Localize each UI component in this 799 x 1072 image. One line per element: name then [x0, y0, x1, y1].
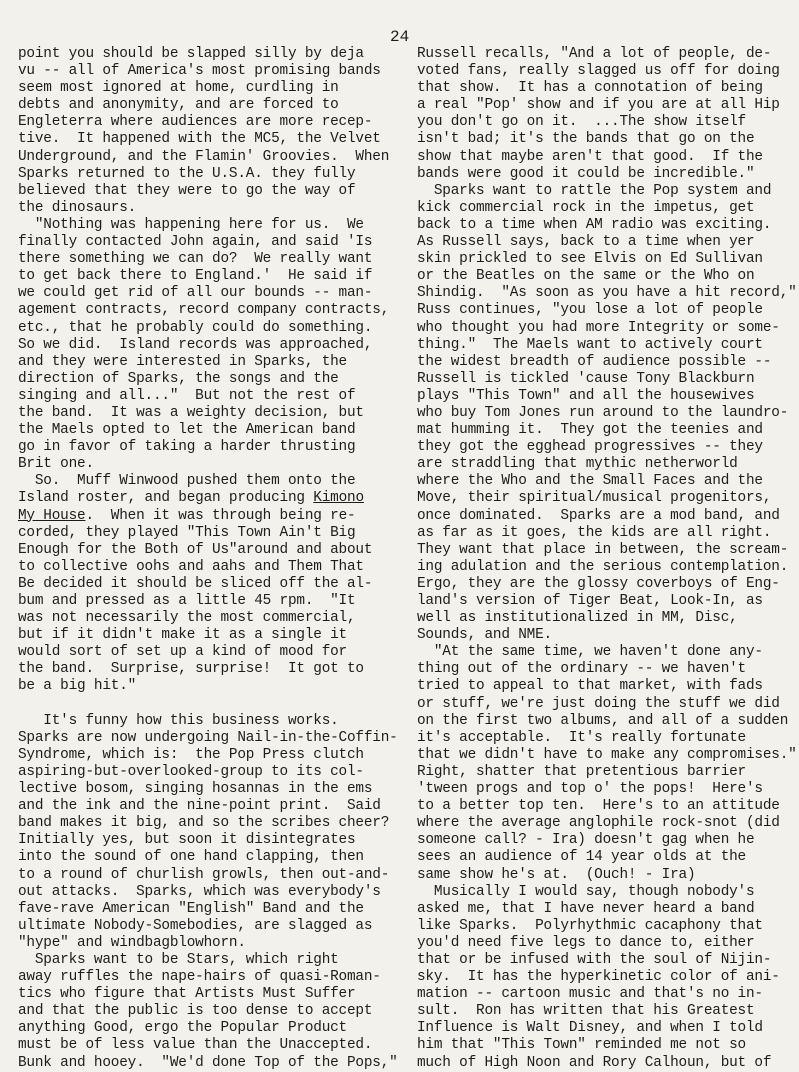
text-line: him that "This Town" reminded me not so [417, 1037, 746, 1054]
text-line: point you should be slapped silly by deja [18, 46, 364, 62]
text-line: bands were good it could be incredible." [417, 165, 755, 182]
text-line: band makes it big, and so the scribes cheer? [18, 815, 390, 832]
text-line: the widest breadth of audience possible -- [417, 353, 772, 370]
text-line: etc., that he probably could do something. [18, 319, 373, 336]
text-line: Right, shatter that pretentious barrier [417, 763, 746, 780]
text-line: same show he's at. (Ouch! - Ira) [417, 866, 696, 883]
text-line: Shindig. "As soon as you have a hit record," [417, 285, 797, 302]
text-line: you don't go on it. ...The show itself [417, 114, 746, 131]
text-line [18, 696, 388, 713]
text-line: who buy Tom Jones run around to the laundro- [417, 404, 789, 421]
text-line: So. Muff Winwood pushed them onto the [18, 473, 356, 490]
text-line: must be of less value than the Unaccepted. [18, 1037, 373, 1054]
text-line: My House. When it was through being re- [18, 507, 356, 524]
text-line: into the sound of one hand clapping, then [18, 849, 364, 866]
text-line: voted fans, really slagged us off for doing [417, 63, 780, 80]
text-line: Syndrome, which is: the Pop Press clutch [18, 746, 364, 763]
text-line: tried to appeal to that market, with fads [417, 678, 763, 695]
text-line: Russell is tickled 'cause Tony Blackburn [417, 370, 755, 387]
text-line: tics who figure that Artists Must Suffer [18, 986, 356, 1003]
text-line: out attacks. Sparks, which was everybody's [18, 883, 381, 900]
text-line: anything Good, ergo the Popular Product [18, 1020, 347, 1037]
text-line: and they were interested in Sparks, the [18, 353, 347, 370]
text-line: that or be infused with the soul of Nijin- [417, 951, 772, 968]
text-line: that we didn't have to make any compromises." [417, 746, 797, 763]
book-title-underlined: Kimono [313, 490, 364, 507]
left-column [18, 46, 398, 1072]
text-line: much of High Noon and Rory Calhoun, but of [417, 1054, 772, 1071]
text-line: there something we can do? We really want [18, 251, 373, 268]
text-line: aspiring-but-overlooked-group to its col- [18, 763, 364, 780]
text-line: It's funny how this business works. [18, 712, 339, 729]
text-line: seem most ignored at home, curdling in [18, 80, 339, 97]
text-line: singing and all..." But not the rest of [18, 387, 356, 404]
text-line: Underground, and the Flamin' Groovies. When [18, 148, 390, 165]
text-line: 'tween progs and top o' the pops! Here's [417, 781, 763, 798]
text-line: where the average anglophile rock-snot (did [417, 815, 780, 832]
text-line: the Maels opted to let the American band [18, 422, 356, 439]
text-line: that show. It has a connotation of being [417, 80, 763, 97]
text-line: agement contracts, record company contracts, [18, 302, 390, 319]
text-line: to a round of churlish growls, then out-and- [18, 866, 390, 883]
text-line: ultimate Nobody-Somebodies, are slagged as [18, 917, 373, 934]
text-line: Bunk and hooey. "We'd done Top of the Pops," [18, 1054, 398, 1071]
text-line: but if it didn't make it as a single it [18, 627, 347, 644]
text-line: fave-rave American "English" Band and the [18, 900, 364, 917]
text-line: to get back there to England.' He said if [18, 268, 373, 285]
text-line: Sparks want to rattle the Pop system and [417, 182, 772, 199]
text-line: isn't bad; it's the bands that go on the [417, 131, 755, 148]
text-line: was not necessarily the most commercial, [18, 610, 356, 627]
text-line: once dominated. Sparks are a mod band, and [417, 507, 780, 524]
text-line: tive. It happened with the MC5, the Velvet [18, 131, 381, 148]
text-line: are straddling that mythic netherworld [417, 456, 738, 473]
text-line: Russ continues, "you lose a lot of people [417, 302, 763, 319]
text-line: Enough for the Both of Us"around and about [18, 541, 373, 558]
text-line: bum and pressed as a little 45 rpm. "It [18, 593, 356, 609]
text-line: Brit one. [18, 456, 94, 473]
text-line: debts and anonymity, and are forced to [18, 97, 339, 114]
book-title-underlined: My House [18, 507, 86, 524]
text-line: Be decided it should be sliced off the al- [18, 575, 373, 592]
text-line: ing adulation and the serious contemplation. [417, 558, 789, 575]
text-line: Engleterra where audiences are more recep- [18, 114, 373, 131]
text-line: mat humming it. They got the teenies and [417, 422, 763, 439]
text-line: would sort of set up a kind of mood for [18, 644, 347, 661]
text-line: who thought you had more Integrity or some- [417, 319, 780, 336]
text-line: lective bosom, singing hosannas in the ems [18, 781, 373, 798]
text-line: as far as it goes, the kids are all right. [417, 524, 772, 541]
text-line: "hype" and windbagblowhorn. [18, 934, 246, 951]
text-line: back to a time when AM radio was exciting. [417, 216, 772, 233]
text-line: we could get rid of all our bounds -- man- [18, 285, 373, 302]
text-line: the dinosaurs. [18, 199, 137, 216]
text-line: Russell recalls, "And a lot of people, de- [417, 46, 772, 62]
text-line: sees an audience of 14 year olds at the [417, 849, 746, 866]
text-line: Musically I would say, though nobody's [417, 883, 755, 900]
text-line: the band. It was a weighty decision, but [18, 404, 364, 421]
text-line: to collective oohs and aahs and Them That [18, 558, 364, 575]
text-line: believed that they were to go the way of [18, 182, 356, 199]
text-line: Move, their spiritual/musical progenitors, [417, 490, 772, 507]
text-line: where the Who and the Small Faces and the [417, 473, 763, 490]
text-line: land's version of Tiger Beat, Look-In, as [417, 593, 763, 609]
text-line: to a better top ten. Here's to an attitude [417, 798, 780, 815]
text-line: thing." The Maels want to actively court [417, 336, 763, 353]
page-number: 24 [390, 28, 410, 46]
text-line: Influence is Walt Disney, and when I told [417, 1020, 763, 1037]
text-line: be a big hit." [18, 678, 137, 695]
text-line: corded, they played "This Town Ain't Big [18, 524, 356, 541]
text-line: finally contacted John again, and said 'Is [18, 234, 373, 251]
text-line: As Russell says, back to a time when yer [417, 234, 755, 251]
text-line: Island roster, and began producing Kimono [18, 490, 364, 507]
text-line: or the Beatles on the same or the Who on [417, 268, 755, 285]
text-line: direction of Sparks, the songs and the [18, 370, 339, 387]
text-line: and that the public is too dense to accept [18, 1003, 373, 1020]
text-line: on the first two albums, and all of a sudden [417, 712, 789, 729]
text-line: plays "This Town" and all the housewives [417, 387, 755, 404]
text-line: the band. Surprise, surprise! It got to [18, 661, 364, 678]
text-line: well as institutionalized in MM, Disc, [417, 610, 738, 627]
text-line: someone call? - Ira) doesn't gag when he [417, 832, 755, 849]
text-line: Ergo, they are the glossy coverboys of Eng- [417, 575, 780, 592]
text-line: "Nothing was happening here for us. We [18, 216, 364, 233]
text-line: They want that place in between, the scream- [417, 541, 789, 558]
text-line: Initially yes, but soon it disintegrates [18, 832, 356, 849]
text-line: sky. It has the hyperkinetic color of ani- [417, 969, 780, 986]
text-line: like Sparks. Polyrhythmic cacaphony that [417, 917, 763, 934]
text-line: "At the same time, we haven't done any- [417, 644, 763, 661]
text-line: or stuff, we're just doing the stuff we did [417, 695, 780, 712]
text-line: go in favor of taking a harder thrusting [18, 439, 356, 456]
text-line: and the ink and the nine-point print. Said [18, 798, 381, 815]
text-line: away ruffles the nape-hairs of quasi-Roman- [18, 969, 381, 986]
text-line: skin prickled to see Elvis on Ed Sullivan [417, 251, 763, 268]
text-line: Sparks are now undergoing Nail-in-the-Coffin- [18, 729, 398, 746]
text-line: show that maybe aren't that good. If the [417, 148, 763, 165]
text-line: it's acceptable. It's really fortunate [417, 729, 746, 746]
text-line: a real "Pop' show and if you are at all Hip [417, 97, 780, 114]
text-line: Sparks want to be Stars, which right [18, 951, 339, 968]
text-line: kick commercial rock in the impetus, get [417, 199, 755, 216]
text-line: So we did. Island records was approached, [18, 336, 373, 353]
text-line: thing out of the ordinary -- we haven't [417, 661, 746, 678]
text-line: they got the egghead progressives -- they [417, 439, 763, 456]
text-line: Sounds, and NME. [417, 627, 552, 644]
right-column [417, 46, 797, 1072]
text-line: vu -- all of America's most promising bands [18, 63, 381, 80]
text-line: sult. Ron has written that his Greatest [417, 1003, 755, 1020]
text-line: Sparks returned to the U.S.A. they fully [18, 165, 356, 182]
text-line: asked me, that I have never heard a band [417, 900, 755, 917]
text-line: you'd need five legs to dance to, either [417, 934, 755, 951]
text-line: mation -- cartoon music and that's no in- [417, 986, 763, 1003]
